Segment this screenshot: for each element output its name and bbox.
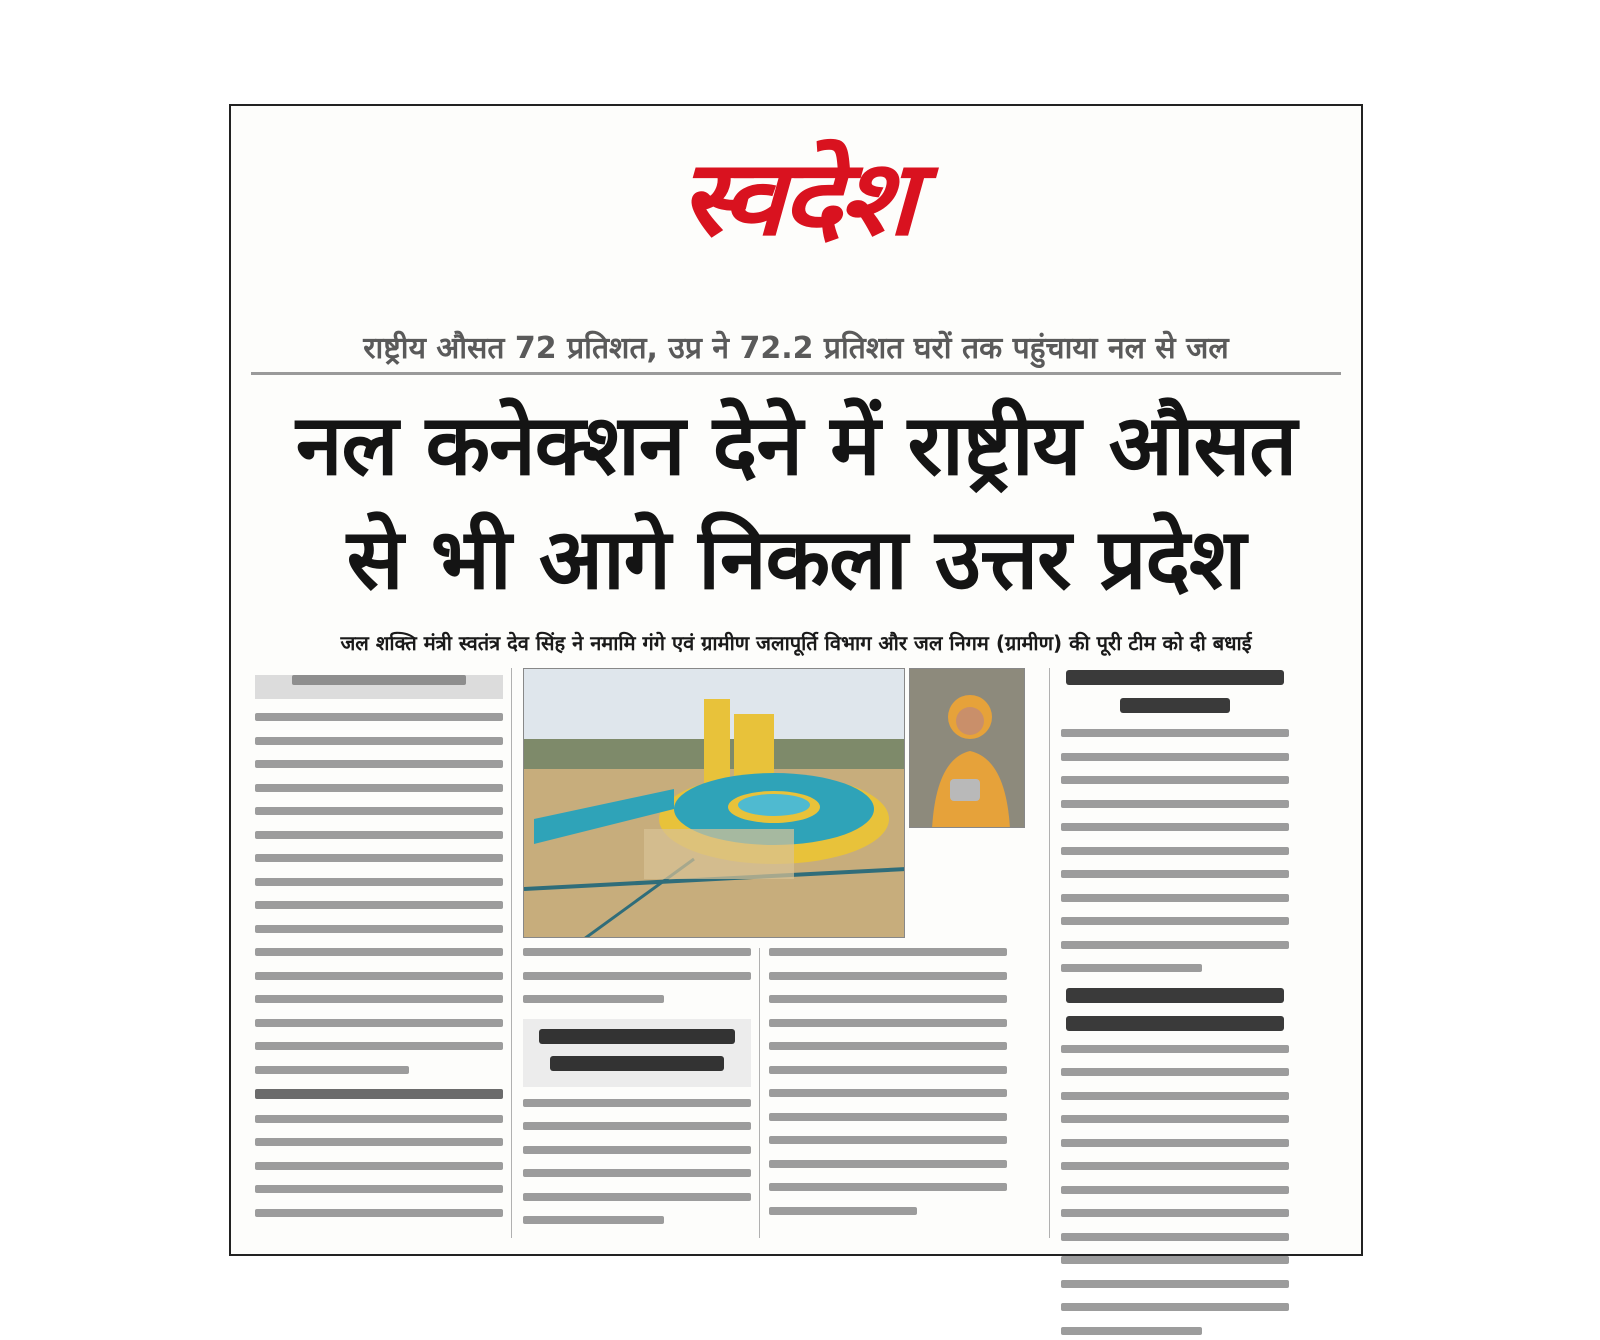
text-line [1061,1139,1289,1147]
text-line [523,948,751,956]
column-divider [1049,668,1050,1238]
text-line [255,1209,503,1217]
text-line [255,784,503,792]
newspaper-clipping [229,104,1363,1256]
text-line [523,1193,751,1201]
text-line [255,1019,503,1027]
column-4-body [1061,729,1289,972]
text-line [1061,753,1289,761]
text-line [255,1042,503,1050]
text-line [769,1066,1007,1074]
text-line [255,1066,409,1074]
text-line [255,1089,503,1099]
text-line [1061,847,1289,855]
inset-photo [909,668,1025,828]
text-line [1061,870,1289,878]
column-1 [255,668,503,1232]
text-line [769,1089,1007,1097]
byline [255,675,503,699]
headline-line-1: नल कनेक्शन देने में राष्ट्रीय औसत [295,396,1297,494]
text-line [769,1160,1007,1168]
kicker-rule [251,372,1341,375]
text-line [1061,1186,1289,1194]
text-line [255,713,503,721]
inset-heading [539,1029,734,1044]
text-line [1061,941,1289,949]
text-line [1061,1092,1289,1100]
text-line [769,1113,1007,1121]
text-line [1061,1303,1289,1311]
text-line [255,1115,503,1123]
column-2-body-continued [523,1099,751,1225]
text-line [769,1183,1007,1191]
text-line [1061,729,1289,737]
text-line [769,1019,1007,1027]
side-heading [1066,1016,1285,1031]
subheadline: जल शक्ति मंत्री स्वतंत्र देव सिंह ने नमामि गंगे एवं ग्रामीण जलापूर्ति विभाग और जल निगम (ग्रामीण) की पूरी टीम को दी बधाई [340,631,1252,655]
text-line [255,925,503,933]
text-line [255,948,503,956]
text-line [769,972,1007,980]
column-3-body [769,948,1007,1215]
text-line [1061,1256,1289,1264]
column-2-body [523,948,751,1003]
main-photo [523,668,905,938]
text-line [1061,917,1289,925]
text-line [523,1122,751,1130]
text-line [523,1146,751,1154]
text-line [1061,1209,1289,1217]
side-heading [1066,670,1285,685]
side-heading [1120,698,1229,713]
text-line [1061,1045,1289,1053]
text-line [523,1099,751,1107]
text-line [255,1162,503,1170]
text-line [1061,1115,1289,1123]
text-line [255,1185,503,1193]
text-line [769,995,1007,1003]
text-line [255,807,503,815]
water-treatment-plant-photo [524,669,905,938]
text-line [1061,776,1289,784]
text-line [255,831,503,839]
text-line [255,1138,503,1146]
text-line [1061,894,1289,902]
text-line [1061,1162,1289,1170]
text-line [255,737,503,745]
text-line [1061,800,1289,808]
kicker: राष्ट्रीय औसत 72 प्रतिशत, उप्र ने 72.2 प्रतिशत घरों तक पहुंचाया नल से जल [363,331,1229,366]
text-line [769,948,1007,956]
text-line [255,901,503,909]
side-heading [1066,988,1285,1003]
text-line [769,1136,1007,1144]
text-line [1061,964,1202,972]
text-line [1061,823,1289,831]
column-4-body-continued [1061,1045,1289,1335]
text-line [1061,1233,1289,1241]
text-line [523,1216,664,1224]
column-4 [1061,670,1289,1340]
text-line [769,1207,917,1215]
text-line [255,878,503,886]
text-line [255,995,503,1003]
text-line [1061,1068,1289,1076]
text-line [769,1042,1007,1050]
column-divider [511,668,512,1238]
column-1-body [255,713,503,1217]
inset-heading [550,1056,724,1071]
text-line [523,972,751,980]
text-line [523,995,664,1003]
text-line [255,760,503,768]
column-divider [759,948,760,1238]
headline-line-2: से भी आगे निकला उत्तर प्रदेश [346,510,1246,608]
headline [241,388,1351,616]
text-line [255,972,503,980]
masthead-logo: स्वदेश [678,136,914,260]
inset-box [523,1019,751,1087]
text-line [523,1169,751,1177]
column-2 [523,948,751,1240]
portrait-photo [910,669,1025,828]
column-3 [769,948,1007,1230]
text-line [1061,1327,1202,1335]
text-line [255,854,503,862]
text-line [1061,1280,1289,1288]
